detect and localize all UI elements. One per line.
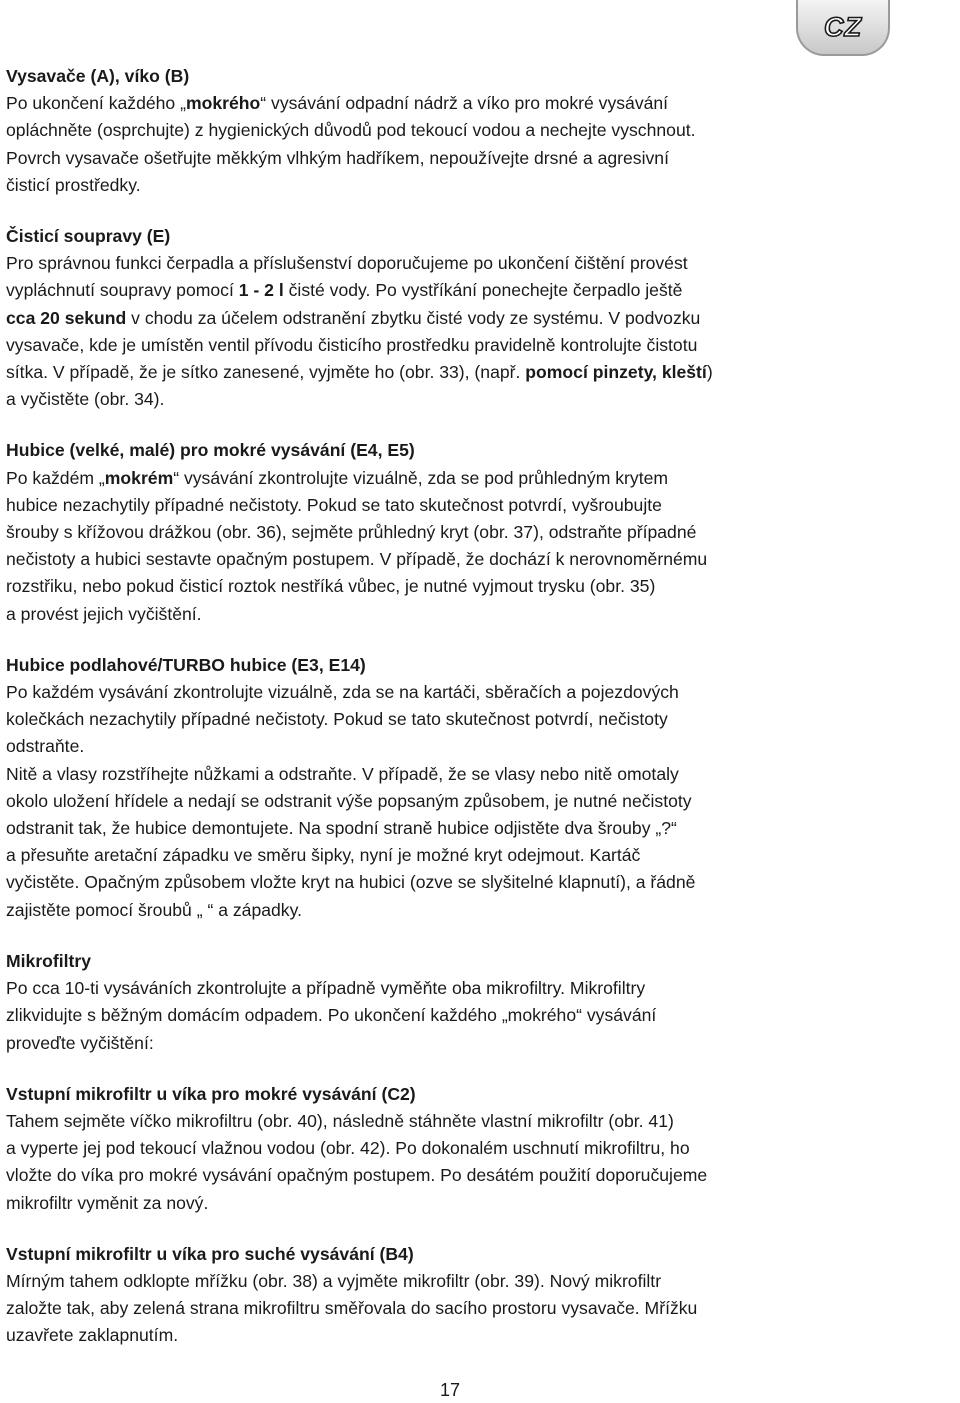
text-run: proveďte vyčištění:	[6, 1032, 154, 1053]
text-line	[6, 386, 906, 413]
text-line	[6, 1135, 906, 1162]
text-line	[6, 332, 906, 359]
text-line	[6, 706, 906, 733]
section-heading: Čisticí soupravy (E)	[6, 226, 171, 247]
text-run: a přesuňte aretační západku ve směru šipky, nyní je možné kryt odejmout. Kartáč	[6, 845, 641, 866]
text-line	[6, 788, 906, 815]
section	[6, 63, 906, 199]
section	[6, 437, 906, 627]
text-line	[6, 897, 906, 924]
text-line	[6, 145, 906, 172]
text-line	[6, 679, 906, 706]
section	[6, 223, 906, 413]
text-run: čisté vody. Po vystříkání ponechejte čerpadlo ještě	[283, 280, 683, 301]
text-line	[6, 1002, 906, 1029]
text-run: hubice nezachytily případné nečistoty. Pokud se tato skutečnost potvrdí, vyšroubujte	[6, 494, 662, 515]
text-line	[6, 359, 906, 386]
text-line	[6, 250, 906, 277]
text-line	[6, 1030, 906, 1057]
section	[6, 948, 906, 1057]
text-line	[6, 761, 906, 788]
text-run: )	[706, 362, 713, 383]
text-run: nečistoty a hubici sestavte opačným postupem. V případě, že dochází k nerovnoměrnému	[6, 549, 708, 570]
document-body	[6, 63, 906, 1374]
text-line	[6, 1268, 906, 1295]
text-run: odstraňte.	[6, 736, 85, 757]
text-run: sítka. V případě, že je sítko zanesené, vyjměte ho (obr. 33), (např.	[6, 362, 526, 383]
text-run: opláchněte (osprchujte) z hygienických důvodů pod tekoucí vodou a nechejte vyschnout.	[6, 120, 696, 141]
section-heading: Vysavače (A), víko (B)	[6, 66, 190, 86]
section-heading: Vstupní mikrofiltr u víka pro suché vysávání (B4)	[6, 1243, 414, 1264]
text-run: odstranit tak, že hubice demontujete. Na spodní straně hubice odjistěte dva šrouby „?“	[6, 818, 677, 839]
bold-text: mokrého	[185, 93, 261, 114]
text-line	[6, 842, 906, 869]
text-run: Nitě a vlasy rozstříhejte nůžkami a odstraňte. V případě, že se vlasy nebo nitě omotaly	[6, 763, 679, 784]
text-run: a vyperte jej pod tekoucí vlažnou vodou (obr. 42). Po dokonalém uschnutí mikrofiltru, ho	[6, 1138, 690, 1159]
section	[6, 652, 906, 924]
text-line	[6, 1322, 906, 1349]
text-run: “ vysávání zkontrolujte vizuálně, zda se pod průhledným krytem	[173, 467, 669, 488]
bold-text: 1 - 2 l	[238, 280, 284, 301]
text-line	[6, 277, 906, 304]
bold-text: cca 20 sekund	[6, 307, 127, 328]
text-run: vysavače, kde je umístěn ventil přívodu čisticího prostředku pravidelně kontrolujte čistotu	[6, 334, 698, 355]
text-run: vložte do víka pro mokré vysávání opačným postupem. Po desátém použití doporučujeme	[6, 1165, 708, 1186]
text-run: Mírným tahem odklopte mřížku (obr. 38) a vyjměte mikrofiltr (obr. 39). Nový mikrofiltr	[6, 1270, 662, 1291]
text-run: zajistěte pomocí šroubů „ “ a západky.	[6, 899, 302, 920]
text-run: šrouby s křížovou drážkou (obr. 36), sejměte průhledný kryt (obr. 37), odstraňte případné	[6, 522, 697, 543]
text-run: zlikvidujte s běžným domácím odpadem. Po ukončení každého „mokrého“ vysávání	[6, 1005, 657, 1026]
text-run: “ vysávání odpadní nádrž a víko pro mokré vysávání	[260, 93, 669, 114]
text-line	[6, 1190, 906, 1217]
text-run: Tahem sejměte víčko mikrofiltru (obr. 40), následně stáhněte vlastní mikrofiltr (obr. 41)	[6, 1110, 674, 1131]
text-run: a vyčistěte (obr. 34).	[6, 389, 165, 410]
section	[6, 1241, 906, 1350]
text-line	[6, 975, 906, 1002]
text-line	[6, 465, 906, 492]
text-line	[6, 815, 906, 842]
text-run: Po cca 10-ti vysáváních zkontrolujte a případně vyměňte oba mikrofiltry. Mikrofiltry	[6, 978, 646, 999]
text-line	[6, 601, 906, 628]
section-heading: Hubice (velké, malé) pro mokré vysávání (E4, E5)	[6, 440, 415, 461]
text-run: Pro správnou funkci čerpadla a příslušenství doporučujeme po ukončení čištění provést	[6, 253, 688, 274]
text-run: okolo uložení hřídele a nedají se odstranit výše popsaným způsobem, je nutné nečistoty	[6, 790, 692, 811]
text-line	[6, 869, 906, 896]
language-badge	[796, 0, 890, 56]
text-line	[6, 519, 906, 546]
text-line	[6, 1295, 906, 1322]
text-run: Povrch vysavače ošetřujte měkkým vlhkým hadříkem, nepoužívejte drsné a agresivní	[6, 147, 669, 168]
text-run: Po ukončení každého „	[6, 93, 186, 114]
text-run: založte tak, aby zelená strana mikrofiltru směřovala do sacího prostoru vysavače. Mřížku	[6, 1298, 698, 1319]
text-run: Po každém vysávání zkontrolujte vizuálně, zda se na kartáči, sběračích a pojezdových	[6, 682, 679, 703]
text-run: mikrofiltr vyměnit za nový.	[6, 1192, 209, 1213]
text-run: Po každém „	[6, 467, 105, 488]
text-line	[6, 117, 906, 144]
text-run: a provést jejich vyčištění.	[6, 603, 202, 624]
section-heading: Vstupní mikrofiltr u víka pro mokré vysávání (C2)	[6, 1083, 416, 1104]
text-line	[6, 1108, 906, 1135]
text-line	[6, 90, 906, 117]
text-run: uzavřete zaklapnutím.	[6, 1325, 179, 1346]
bold-text: pomocí pinzety, kleští	[525, 362, 707, 383]
language-code: CZ	[824, 11, 862, 42]
text-run: čisticí prostředky.	[6, 174, 141, 195]
page-number: 17	[439, 1380, 461, 1400]
text-run: rozstřiku, nebo pokud čisticí roztok nestříká vůbec, je nutné vyjmout trysku (obr. 35)	[6, 576, 656, 597]
section-heading: Hubice podlahové/TURBO hubice (E3, E14)	[6, 654, 366, 675]
text-line	[6, 492, 906, 519]
text-run: vypláchnutí soupravy pomocí	[6, 280, 239, 301]
bold-text: mokrém	[104, 467, 174, 488]
text-run: v chodu za účelem odstranění zbytku čisté vody ze systému. V podvozku	[126, 307, 701, 328]
section-heading: Mikrofiltry	[6, 950, 92, 971]
text-run: kolečkách nezachytily případné nečistoty. Pokud se tato skutečnost potvrdí, nečistoty	[6, 709, 668, 730]
text-line	[6, 305, 906, 332]
text-line	[6, 546, 906, 573]
text-line	[6, 733, 906, 760]
text-line	[6, 1162, 906, 1189]
section	[6, 1081, 906, 1217]
text-line	[6, 573, 906, 600]
text-line	[6, 172, 906, 199]
text-run: vyčistěte. Opačným způsobem vložte kryt na hubici (ozve se slyšitelné klapnutí), a řádně	[6, 872, 696, 893]
